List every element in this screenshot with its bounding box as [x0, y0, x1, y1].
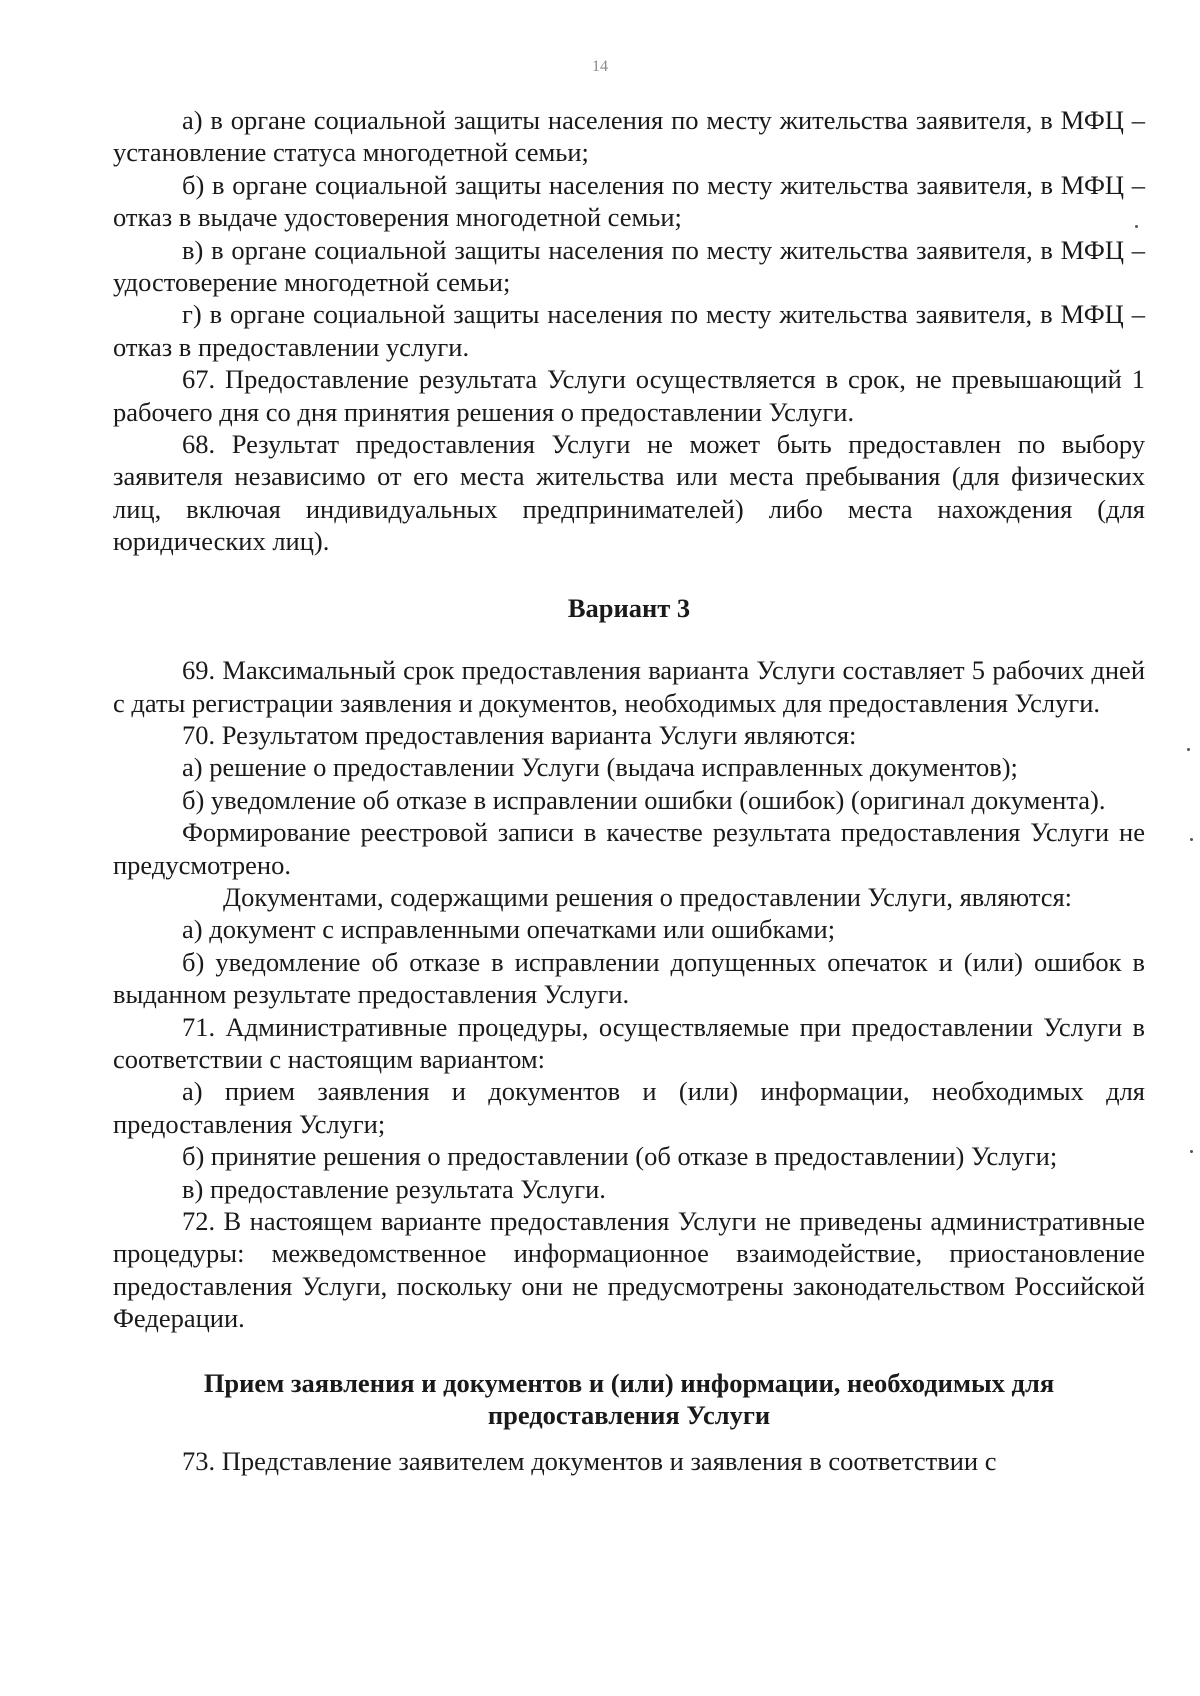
- decision-document-b: б) уведомление об отказе в исправлении допущенных опечаток и (или) ошибок в выданном результате предоставления Услуги.: [113, 946, 1145, 1010]
- heading-variant: Вариант 3: [567, 592, 691, 623]
- list-item-a: а) в органе социальной защиты населения по месту жительства заявителя, в МФЦ – установление статуса многодетной семьи;: [113, 105, 1145, 168]
- scan-speck: [1135, 225, 1138, 228]
- list-item-b: б) в органе социальной защиты населения по месту жительства заявителя, в МФЦ – отказ в выдаче удостоверения многодетной семьи;: [113, 169, 1145, 233]
- clause-70-item-b: б) уведомление об отказе в исправлении ошибки (ошибок) (оригинал документа).: [182, 784, 1106, 815]
- scan-speck: [1190, 1150, 1193, 1153]
- document-body: [113, 104, 1145, 1478]
- heading-section: [113, 1367, 1145, 1432]
- clause-70: 70. Результатом предоставления варианта Услуги являются:: [182, 719, 857, 750]
- heading-section-line2: предоставления Услуги: [487, 1400, 771, 1431]
- scan-speck: [1190, 838, 1193, 841]
- list-item-d: г) в органе социальной защиты населения по месту жительства заявителя, в МФЦ – отказ в предоставлении услуги.: [113, 299, 1145, 362]
- decision-document-a: а) документ с исправленными опечатками или ошибками;: [182, 914, 836, 945]
- page-number: 14: [592, 58, 608, 75]
- list-item-c: в) в органе социальной защиты населения по месту жительства заявителя, в МФЦ – удостоверение многодетной семьи;: [113, 234, 1145, 298]
- clause-68: 68. Результат предоставления Услуги не может быть предоставлен по выбору заявителя независимо от его места жительства или места пребывания (для физических лиц, включая индивидуальных предпринимателей) либо места нахождения (для юридических лиц).: [113, 429, 1145, 557]
- clause-67: 67. Предоставление результата Услуги осуществляется в срок, не превышающий 1 рабочего дня со дня принятия решения о предоставлении Услуги.: [113, 364, 1145, 427]
- scan-speck: [1187, 748, 1190, 751]
- clause-71-item-c: в) предоставление результата Услуги.: [182, 1173, 606, 1204]
- clause-71-item-b: б) принятие решения о предоставлении (об отказе в предоставлении) Услуги;: [182, 1141, 1058, 1172]
- clause-72: 72. В настоящем варианте предоставления Услуги не приведены административные процедуры: межведомственное информационное взаимодействие, приостановление предоставления Услуги, поскольку они не предусмотрены законодательством Российской Федерации.: [113, 1206, 1145, 1334]
- clause-69: 69. Максимальный срок предоставления варианта Услуги составляет 5 рабочих дней с даты регистрации заявления и документов, необходимых для предоставления Услуги.: [113, 655, 1145, 718]
- decision-documents-intro: Документами, содержащими решения о предоставлении Услуги, являются:: [223, 881, 1073, 912]
- clause-70-item-a: а) решение о предоставлении Услуги (выдача исправленных документов);: [182, 752, 1018, 783]
- heading-section-line1: Прием заявления и документов и (или) информации, необходимых для: [203, 1367, 1055, 1398]
- clause-73: 73. Представление заявителем документов и заявления в соответствии с: [182, 1446, 997, 1477]
- registry-note: Формирование реестровой записи в качестве результата предоставления Услуги не предусмотрено.: [113, 817, 1145, 880]
- clause-71-item-a: а) прием заявления и документов и (или) информации, необходимых для предоставления Услуги;: [113, 1076, 1145, 1139]
- clause-71: 71. Административные процедуры, осуществляемые при предоставлении Услуги в соответствии с настоящим вариантом:: [113, 1011, 1145, 1074]
